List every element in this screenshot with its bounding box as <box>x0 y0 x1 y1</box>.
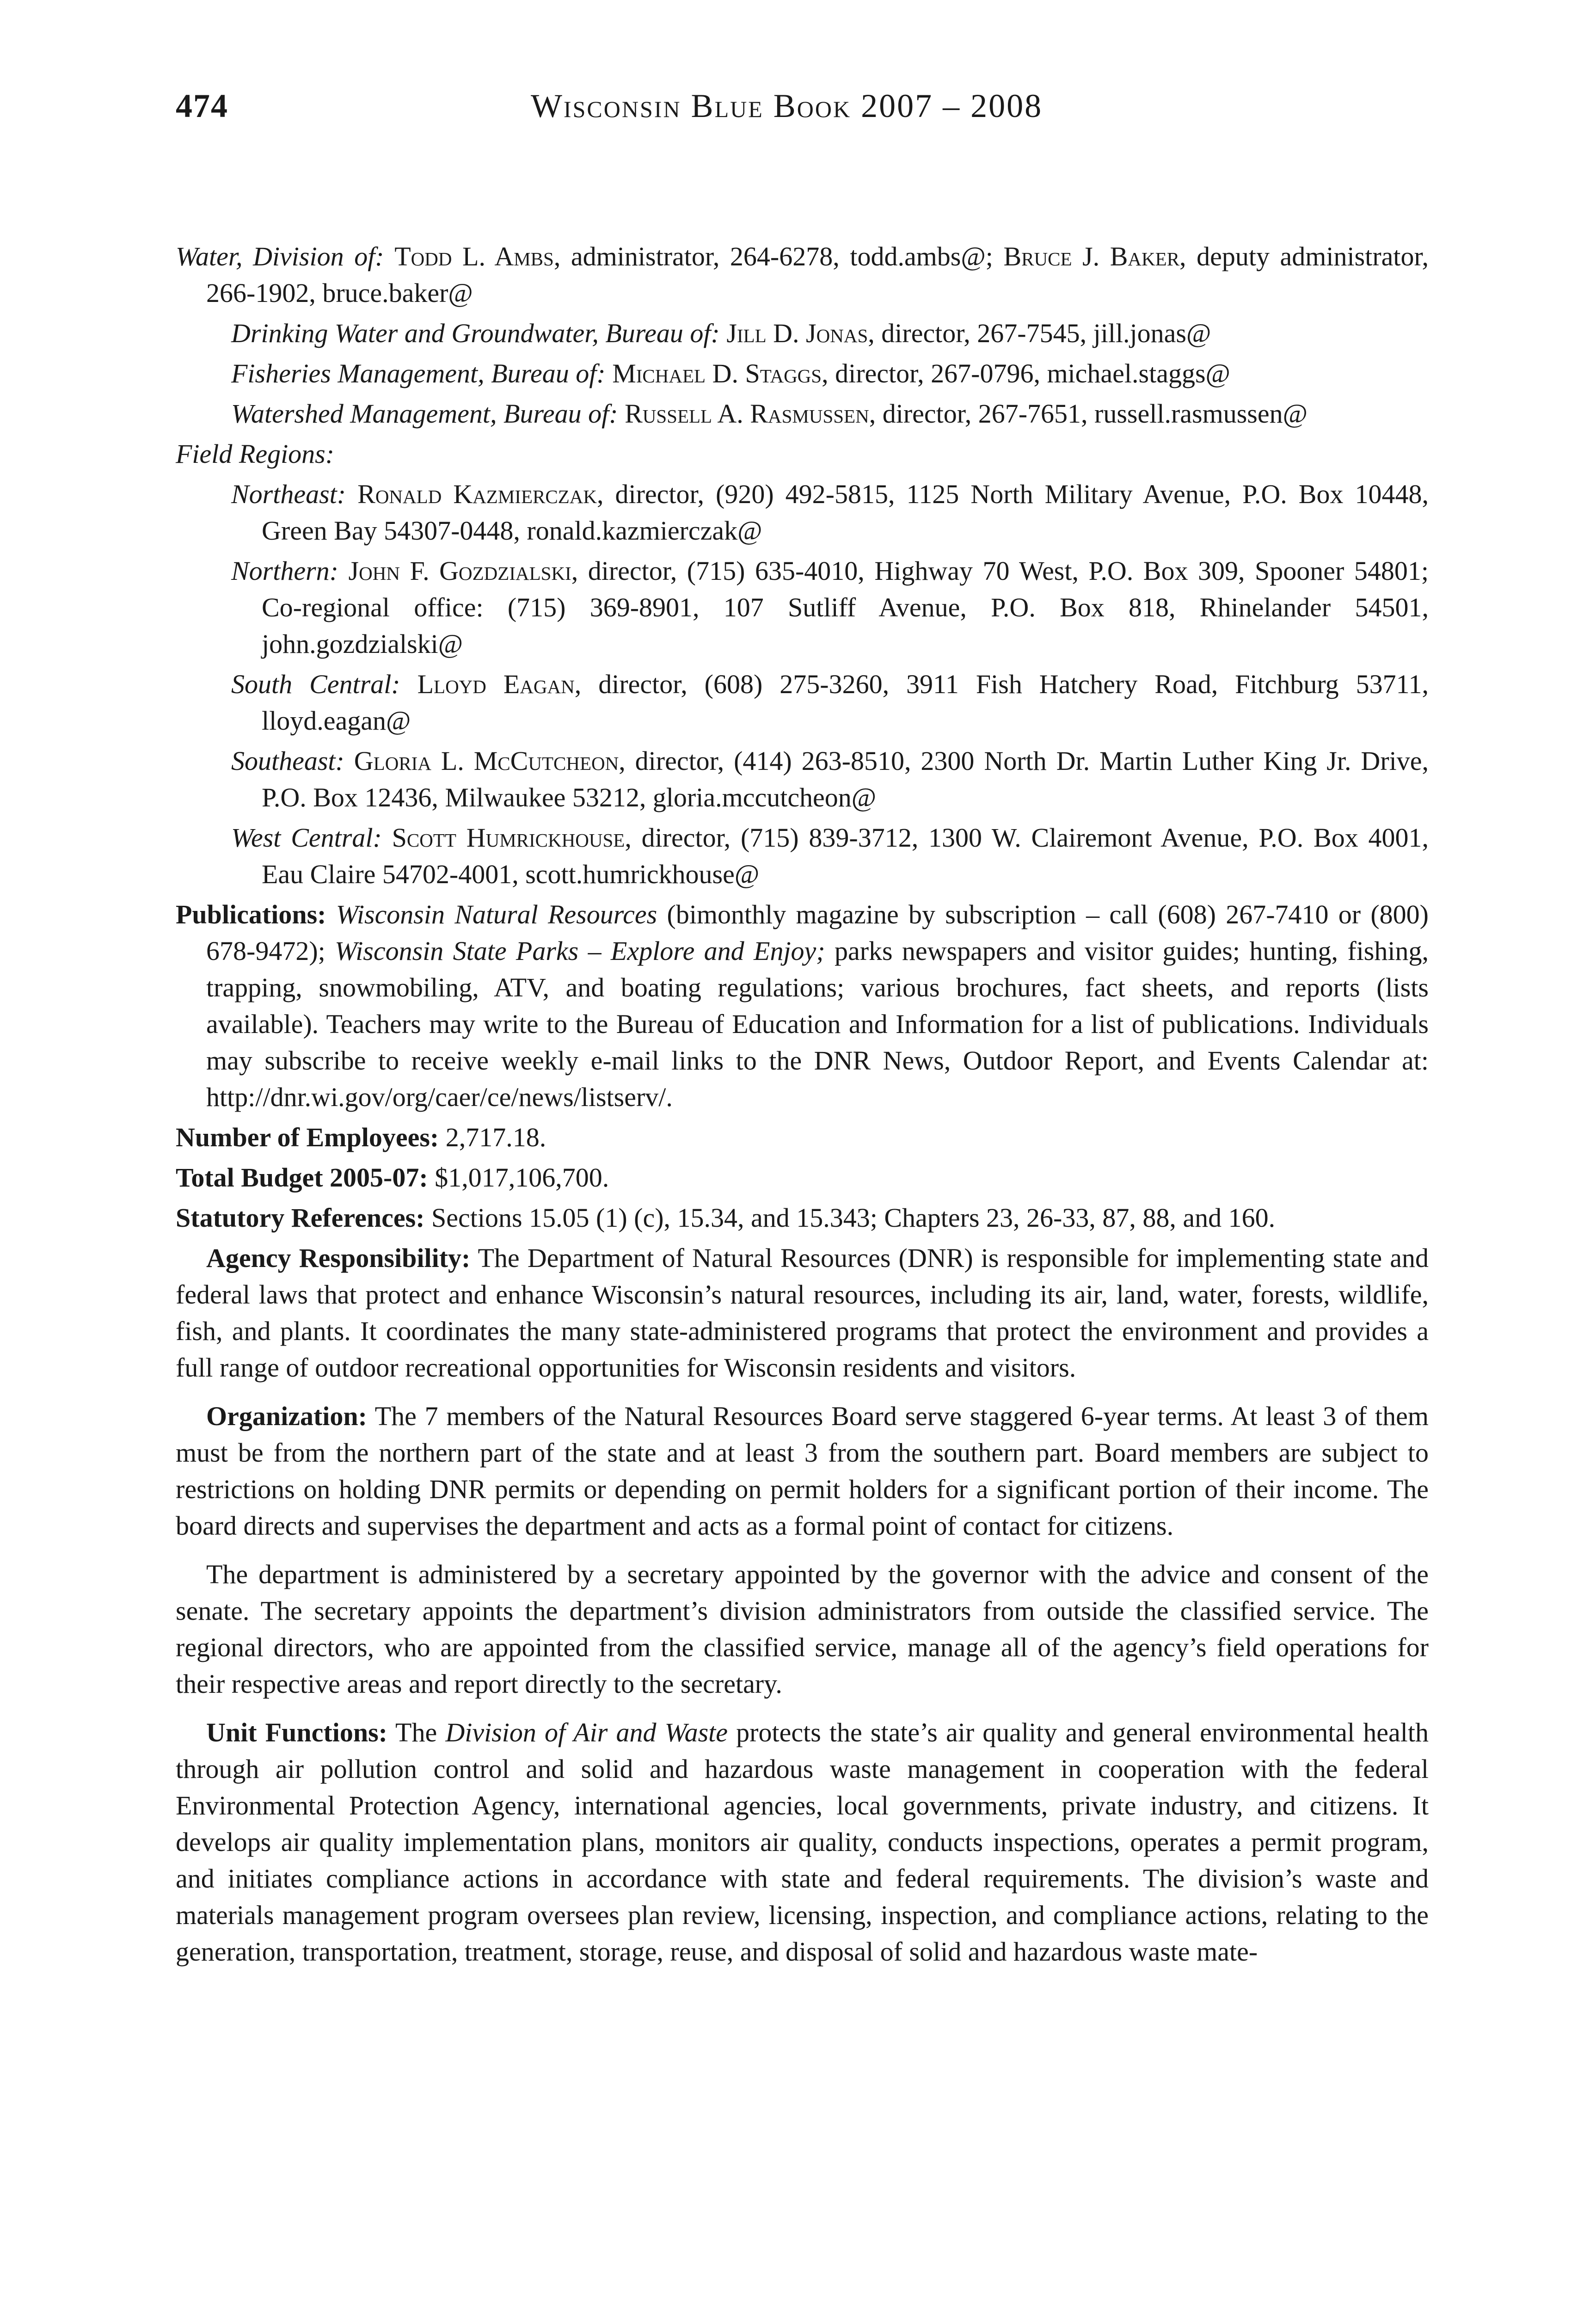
region-label: Southeast: <box>231 746 344 776</box>
publications-entry <box>176 896 1429 1115</box>
employees-entry <box>176 1119 1429 1156</box>
administrator-name: Todd L. Ambs <box>394 241 554 271</box>
budget-value: $1,017,106,700. <box>428 1162 609 1193</box>
budget-entry <box>176 1159 1429 1196</box>
bureau-label: Watershed Management, Bureau of: <box>231 399 618 429</box>
director-name: Jill D. Jonas <box>726 318 868 348</box>
agency-responsibility-paragraph <box>176 1240 1429 1386</box>
unit-functions-paragraph <box>176 1714 1429 1970</box>
region-entry <box>231 666 1429 739</box>
region-entry <box>231 743 1429 816</box>
statutory-value: Sections 15.05 (1) (c), 15.34, and 15.343; Chapters 23, 26-33, 87, 88, and 160. <box>424 1203 1276 1233</box>
division-water-entry <box>176 238 1429 311</box>
organization-text: The 7 members of the Natural Resources Board serve staggered 6-year terms. At least 3 of them must be from the northern part of the state and at least 3 from the southern part. Board members are subject to restrictions on holding DNR permits or depending on permit holders for a significant portion of their income. The board directs and supervises the department and acts as a formal point of contact for citizens. <box>176 1401 1429 1541</box>
running-title: Wisconsin Blue Book 2007 – 2008 <box>531 87 1043 124</box>
running-header <box>176 88 1420 129</box>
agency-label: Agency Responsibility: <box>206 1243 471 1273</box>
employees-value: 2,717.18. <box>439 1122 546 1152</box>
unit-functions-label: Unit Functions: <box>206 1717 387 1747</box>
statutory-entry <box>176 1199 1429 1236</box>
director-details: , director, (715) 635-4010, Highway 70 West, P.O. Box 309, Spooner 54801; Co-regional office: (715) 369-8901, 107 Sutliff Avenue, P.O. Box 818, Rhinelander 54501, john.gozdzialski@ <box>262 556 1429 659</box>
statutory-label: Statutory References: <box>176 1203 425 1233</box>
director-details: , director, (608) 275-3260, 3911 Fish Hatchery Road, Fitchburg 53711, lloyd.eagan@ <box>262 669 1429 736</box>
bureau-label: Fisheries Management, Bureau of: <box>231 358 606 388</box>
region-label: West Central: <box>231 823 382 853</box>
region-label: Northern: <box>231 556 338 586</box>
deputy-name: Bruce J. Baker <box>1003 241 1180 271</box>
organization-paragraph-2: The department is administered by a secretary appointed by the governor with the advice and consent of the senate. The secretary appoints the department’s division administrators from outside the classified service. The regional directors, who are appointed from the classified service, manage all of the agency’s field operations for their respective areas and report directly to the secretary. <box>176 1559 1429 1699</box>
field-regions-heading: Field Regions: <box>176 439 335 469</box>
region-label: South Central: <box>231 669 400 699</box>
division-name: Division of Air and Waste <box>445 1717 728 1747</box>
director-details: , director, 267-7545, jill.jonas@ <box>868 318 1211 348</box>
publication-title: Wisconsin State Parks – Explore and Enjoy; <box>335 936 825 966</box>
deputy-details: , deputy administrator, 266-1902, bruce.baker@ <box>206 241 1429 308</box>
page-number: 474 <box>176 87 228 124</box>
region-label: Northeast: <box>231 479 346 509</box>
agency-text: The Department of Natural Resources (DNR) is responsible for implementing state and federal laws that protect and enhance Wisconsin’s natural resources, including its air, land, water, forests, wildlife, fish, and plants. It coordinates the many state-administered programs that protect the environment and provides a full range of outdoor recreational opportunities for Wisconsin residents and visitors. <box>176 1243 1429 1383</box>
director-name: Ronald Kazmierczak <box>357 479 597 509</box>
director-details: , director, 267-7651, russell.rasmussen@ <box>869 399 1308 429</box>
director-details: , director, (414) 263-8510, 2300 North Dr. Martin Luther King Jr. Drive, P.O. Box 12436, Milwaukee 53212, gloria.mccutcheon@ <box>262 746 1429 812</box>
bureau-entry <box>231 355 1429 392</box>
director-name: Michael D. Staggs <box>612 358 822 388</box>
bureau-label: Drinking Water and Groundwater, Bureau of: <box>231 318 720 348</box>
director-name: John F. Gozdzialski <box>348 556 571 586</box>
director-name: Scott Humrickhouse <box>392 823 625 853</box>
unit-functions-text: protects the state’s air quality and general environmental health through air pollution control and solid and hazardous waste management in cooperation with the federal Environmental Protection Agency, international agencies, local governments, private industry, and citizens. It develops air quality implementation plans, monitors air quality, conducts inspections, operates a permit program, and initiates compliance actions in accordance with state and federal requirements. The division’s waste and materials management program oversees plan review, licensing, inspection, and compliance actions, relating to the generation, transportation, treatment, storage, reuse, and disposal of solid and hazardous waste mate- <box>176 1717 1429 1967</box>
organization-paragraph <box>176 1398 1429 1544</box>
publication-title: Wisconsin Natural Resources <box>336 899 657 929</box>
bureau-entry <box>231 395 1429 432</box>
region-entry <box>231 819 1429 892</box>
administrator-details: , administrator, 264-6278, todd.ambs@; <box>553 241 1004 271</box>
region-entry <box>231 476 1429 549</box>
budget-label: Total Budget 2005-07: <box>176 1162 428 1193</box>
director-details: , director, (715) 839-3712, 1300 W. Clairemont Avenue, P.O. Box 4001, Eau Claire 54702-4001, scott.humrickhouse@ <box>262 823 1429 889</box>
publications-text: (bimonthly magazine by subscription – call (608) 267-7410 or (800) 678-9472); <box>206 899 1429 966</box>
division-label: Water, Division of: <box>176 241 384 271</box>
director-name: Russell A. Rasmussen <box>625 399 869 429</box>
employees-label: Number of Employees: <box>176 1122 439 1152</box>
publications-text: parks newspapers and visitor guides; hunting, fishing, trapping, snowmobiling, ATV, and boating regulations; various brochures, fact sheets, and reports (lists available). Teachers may write to the Bureau of Education and Information for a list of publications. Individuals may subscribe to receive weekly e-mail links to the DNR News, Outdoor Report, and Events Calendar at: http://dnr.wi.gov/org/caer/ce/news/listserv/. <box>206 936 1429 1112</box>
bureau-entry <box>231 315 1429 351</box>
publications-label: Publications: <box>176 899 326 929</box>
page-body <box>176 238 1429 1974</box>
director-details: , director, (920) 492-5815, 1125 North Military Avenue, P.O. Box 10448, Green Bay 54307-0448, ronald.kazmierczak@ <box>262 479 1429 546</box>
director-details: , director, 267-0796, michael.staggs@ <box>822 358 1230 388</box>
organization-label: Organization: <box>206 1401 367 1431</box>
director-name: Lloyd Eagan <box>417 669 575 699</box>
unit-functions-text: The <box>387 1717 446 1747</box>
region-entry <box>231 553 1429 662</box>
director-name: Gloria L. McCutcheon <box>354 746 619 776</box>
